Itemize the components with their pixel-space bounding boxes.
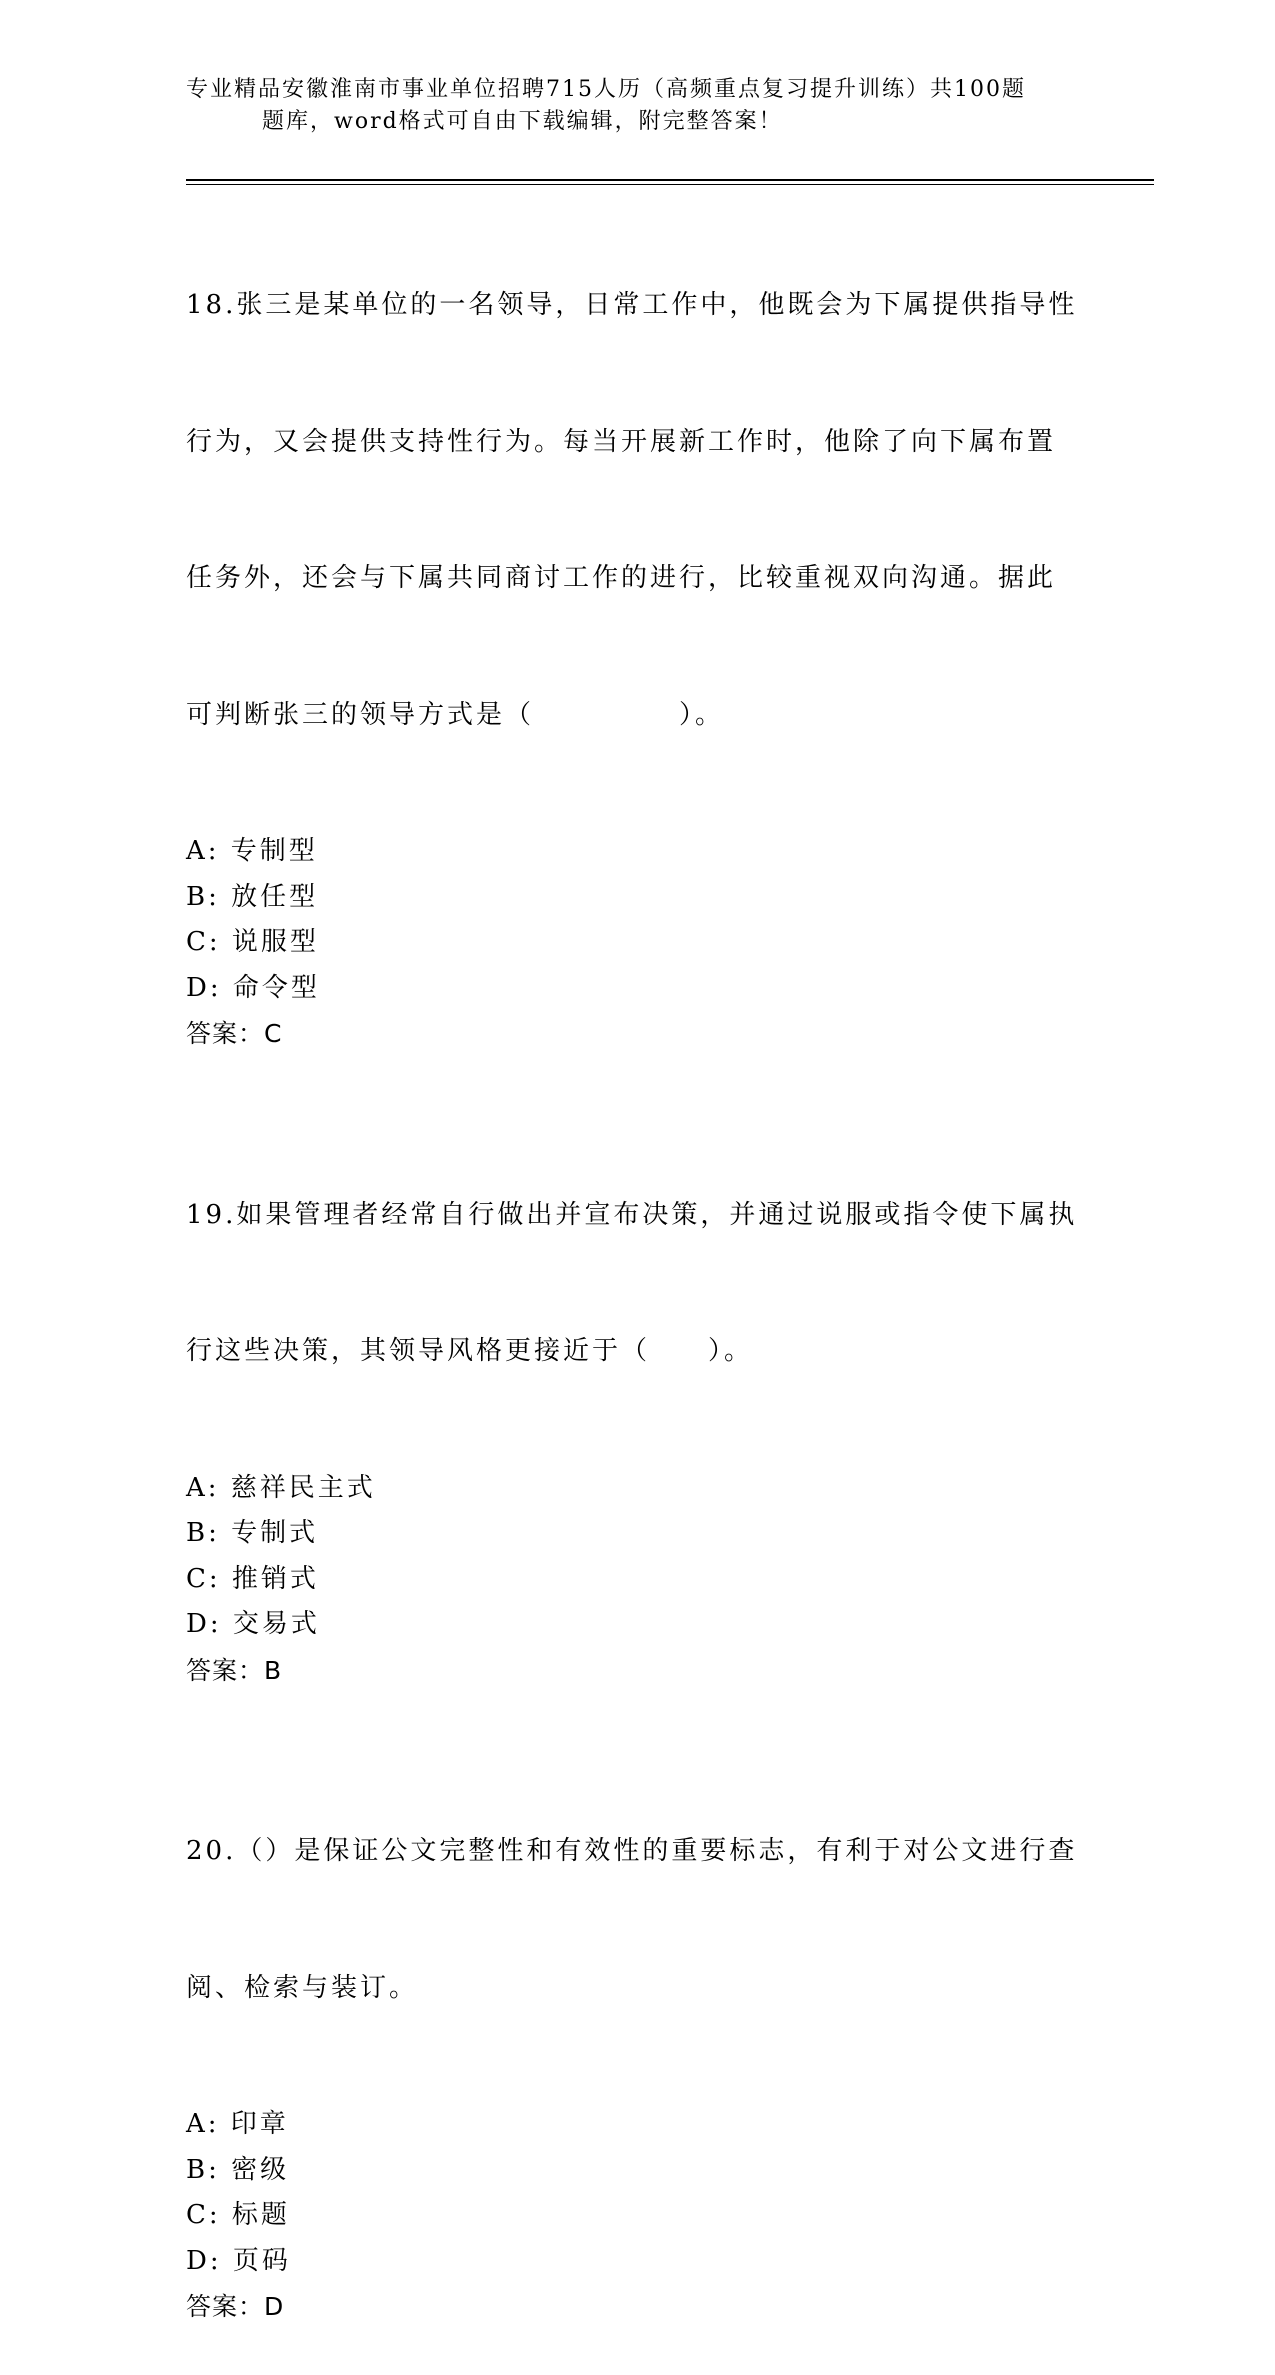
header-line-2: 题库，word格式可自由下载编辑，附完整答案！ (262, 109, 783, 134)
option-b: B: 放任型 (186, 881, 319, 912)
stem-line: 18.张三是某单位的一名领导，日常工作中，他既会为下属提供指导性 (186, 290, 1078, 320)
option-b: B: 密级 (186, 2154, 290, 2185)
header-rule-thick (186, 179, 1154, 181)
question-list (186, 192, 1106, 2375)
answer-line: 答案：B (186, 1655, 283, 1685)
stem-line: 阅、检索与装订。 (186, 1972, 419, 2003)
question-stem (186, 192, 1106, 829)
stem-line: 行这些决策，其领导风格更接近于（ ）。 (186, 1336, 754, 1366)
option-d: D: 页码 (186, 2245, 291, 2276)
option-a: A: 印章 (186, 2109, 289, 2139)
stem-line: 20.（）是保证公文完整性和有效性的重要标志，有利于对公文进行查 (186, 1836, 1078, 1866)
question-stem (186, 1738, 1106, 2102)
question-stem (186, 1102, 1106, 1466)
option-d: D: 命令型 (186, 972, 320, 1003)
stem-line: 行为，又会提供支持性行为。每当开展新工作时，他除了向下属布置 (186, 426, 1057, 457)
stem-line: 19.如果管理者经常自行做出并宣布决策，并通过说服或指令使下属执 (186, 1199, 1078, 1230)
answer-line: 答案：D (186, 2292, 285, 2321)
answer-line: 答案：C (186, 1019, 283, 1048)
document-header (186, 74, 1066, 138)
option-b: B: 专制式 (186, 1518, 319, 1548)
header-line-1: 专业精品安徽淮南市事业单位招聘715人历（高频重点复习提升训练）共100题 (186, 77, 1026, 102)
option-a: A: 专制型 (186, 836, 318, 866)
option-a: A: 慈祥民主式 (186, 1472, 376, 1503)
header-rule-thin (186, 184, 1154, 185)
option-c: C: 推销式 (186, 1563, 319, 1594)
option-c: C: 标题 (186, 2200, 290, 2230)
stem-line: 可判断张三的领导方式是（ ）。 (186, 699, 725, 730)
question-20 (186, 1738, 1106, 2330)
option-c: C: 说服型 (186, 927, 319, 957)
question-18 (186, 192, 1106, 1057)
question-19 (186, 1102, 1106, 1694)
stem-line: 任务外，还会与下属共同商讨工作的进行，比较重视双向沟通。据此 (186, 563, 1057, 593)
option-d: D: 交易式 (186, 1609, 320, 1639)
